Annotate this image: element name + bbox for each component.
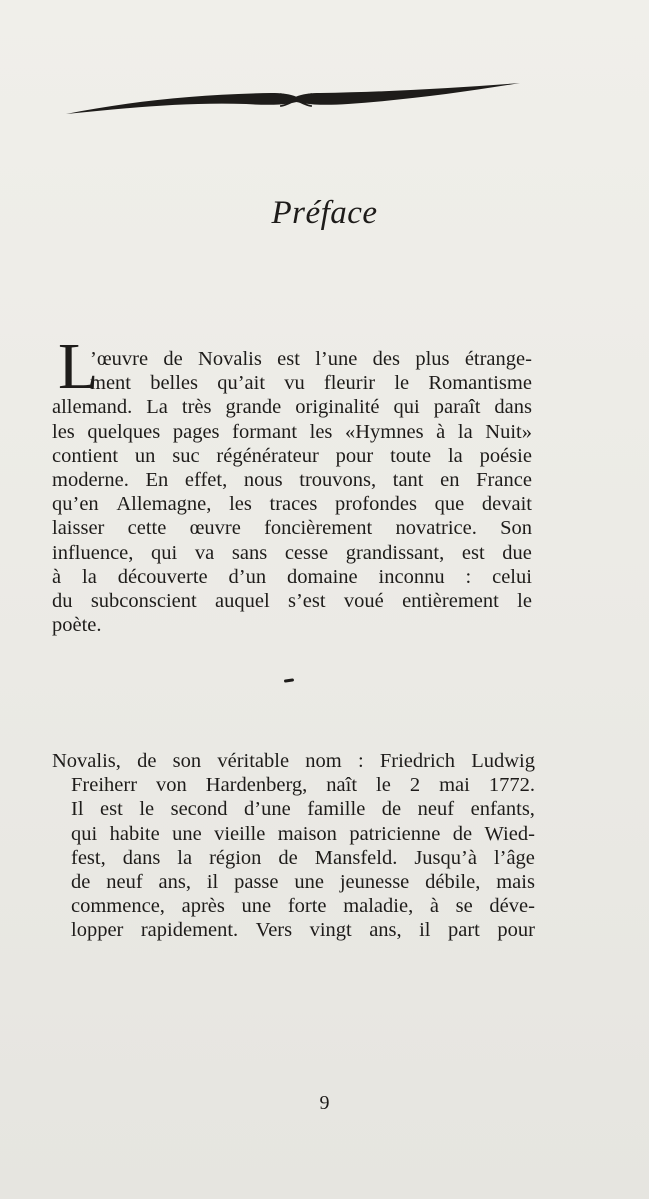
word: moderne. xyxy=(52,468,129,491)
word: Novalis, xyxy=(52,750,121,772)
word: poète. xyxy=(52,614,102,637)
word: son xyxy=(172,750,202,772)
word: entièrement xyxy=(402,589,499,612)
paragraph-biography xyxy=(52,749,535,943)
word: en xyxy=(440,468,460,491)
word: Allemagne, xyxy=(116,493,212,516)
word: la xyxy=(457,420,473,443)
word: cesse xyxy=(284,541,329,564)
word: le xyxy=(394,372,410,395)
ornament-right-swash xyxy=(290,83,520,105)
word: à xyxy=(436,420,446,443)
text-line xyxy=(52,846,535,870)
word: jeunesse xyxy=(339,870,410,893)
word: belles xyxy=(150,372,199,395)
word: patricienne xyxy=(349,822,441,845)
word: la xyxy=(82,565,97,588)
word: domaine xyxy=(287,565,358,588)
text-line xyxy=(52,894,535,918)
word: il xyxy=(206,870,219,893)
word: se xyxy=(455,895,473,918)
word: de xyxy=(381,798,402,821)
word: mai xyxy=(439,774,470,797)
word: les xyxy=(52,420,75,443)
word: l’une xyxy=(315,348,358,370)
word: trouvons, xyxy=(299,468,377,491)
word: quelques xyxy=(87,420,161,443)
word: lopper xyxy=(71,919,124,942)
word: du xyxy=(52,589,73,612)
word: traces xyxy=(269,493,318,516)
word: très xyxy=(181,396,212,419)
ornamental-rule xyxy=(66,80,520,120)
text-line xyxy=(52,420,532,444)
word: Mansfeld. xyxy=(314,846,398,869)
word: commence, xyxy=(71,895,165,918)
word: rapidement. xyxy=(140,919,239,942)
word: l’âge xyxy=(493,846,535,869)
text-line xyxy=(52,347,532,371)
text-line xyxy=(52,870,535,894)
word: subconscient xyxy=(90,589,197,612)
word: de xyxy=(452,822,473,845)
word: «Hymnes xyxy=(345,420,424,443)
word: pour xyxy=(497,919,535,942)
word: von xyxy=(156,774,187,797)
word: celui xyxy=(492,565,532,588)
word: : xyxy=(465,565,472,588)
word: Wied- xyxy=(484,822,535,845)
word: Friedrich xyxy=(379,750,455,772)
word: qu’en xyxy=(52,493,99,516)
word: régénérateur xyxy=(216,444,319,467)
text-line xyxy=(52,492,532,516)
word: Hardenberg, xyxy=(205,774,308,797)
word: originalité xyxy=(295,396,380,419)
text-line xyxy=(52,749,535,773)
word: fleurir xyxy=(323,372,376,395)
word: 1772. xyxy=(488,774,535,797)
word: à xyxy=(429,895,439,918)
word: Freiherr xyxy=(71,774,138,797)
word: effet, xyxy=(184,468,228,491)
word: En xyxy=(145,468,169,491)
word: qu’ait xyxy=(217,372,266,395)
word: un xyxy=(134,444,156,467)
word: ans, xyxy=(369,919,402,942)
word: second xyxy=(170,798,228,821)
ornament-left-swash xyxy=(66,93,302,114)
text-line xyxy=(52,468,532,492)
word: naît xyxy=(326,774,358,797)
word: maladie, xyxy=(343,895,414,918)
word: grande xyxy=(225,396,282,419)
word: est xyxy=(461,541,485,564)
text-line xyxy=(52,822,535,846)
word: découverte xyxy=(117,565,208,588)
word: la xyxy=(177,846,193,869)
word: neuf xyxy=(417,798,455,821)
drop-cap: L xyxy=(58,330,99,403)
word: Il xyxy=(71,798,84,821)
word: d’un xyxy=(228,565,267,588)
text-line xyxy=(52,541,532,565)
word: poésie xyxy=(479,444,532,467)
word: est xyxy=(100,798,123,821)
text-line xyxy=(52,395,532,419)
word: Son xyxy=(500,517,532,540)
word: due xyxy=(502,541,532,564)
word: Ludwig xyxy=(471,750,535,772)
word: de xyxy=(163,348,183,370)
text-line xyxy=(52,589,532,613)
word: mais xyxy=(496,870,535,893)
word: habite xyxy=(109,822,160,845)
word: voué xyxy=(343,589,384,612)
section-separator xyxy=(284,678,294,682)
word: étrange- xyxy=(464,348,532,370)
word: maison xyxy=(277,822,337,845)
word: fest, xyxy=(71,846,106,869)
word: paraît xyxy=(433,396,481,419)
word: après xyxy=(181,895,225,918)
word: novatrice. xyxy=(395,517,477,540)
word: les xyxy=(309,420,333,443)
word: le xyxy=(376,774,391,797)
word: Nuit» xyxy=(485,420,532,443)
word: neuf xyxy=(106,870,143,893)
word: il xyxy=(419,919,431,942)
word: vu xyxy=(284,372,305,395)
word: déve- xyxy=(489,895,535,918)
page-number: 9 xyxy=(319,1092,330,1114)
word: 2 xyxy=(409,774,421,797)
word: vieille xyxy=(214,822,266,845)
word: forte xyxy=(287,895,327,918)
word: part xyxy=(447,919,480,942)
word: vingt xyxy=(309,919,352,942)
word: œuvre xyxy=(189,517,241,540)
word: va xyxy=(194,541,215,564)
word: ans, xyxy=(158,870,191,893)
word: passe xyxy=(234,870,279,893)
word: plus xyxy=(415,348,450,370)
word: la xyxy=(447,444,463,467)
word: famille xyxy=(307,798,366,821)
word: qui xyxy=(151,541,178,564)
word: inconnu xyxy=(378,565,445,588)
text-line xyxy=(52,797,535,821)
word: tant xyxy=(392,468,424,491)
word: nous xyxy=(243,468,283,491)
word: Vers xyxy=(255,919,293,942)
text-line xyxy=(52,371,532,395)
word: laisser xyxy=(52,517,105,540)
word: le xyxy=(139,798,155,821)
word: nom xyxy=(305,750,342,772)
text-line xyxy=(52,565,532,589)
word: de xyxy=(278,846,298,869)
word: région xyxy=(209,846,262,869)
word: : xyxy=(357,750,364,772)
word: pour xyxy=(335,444,374,467)
word: formant xyxy=(232,420,298,443)
word: que xyxy=(434,493,465,516)
text-line xyxy=(52,444,532,468)
word: enfants, xyxy=(470,798,535,821)
word: des xyxy=(372,348,400,370)
word: cette xyxy=(127,517,167,540)
word: ment xyxy=(90,372,131,395)
paragraph-intro xyxy=(52,347,532,637)
word: débile, xyxy=(425,870,481,893)
word: devait xyxy=(481,493,532,516)
text-line xyxy=(52,613,532,637)
word: allemand. xyxy=(52,396,133,419)
word: pages xyxy=(172,420,220,443)
word: Jusqu’à xyxy=(414,846,477,869)
word: à xyxy=(52,565,62,588)
word: qui xyxy=(393,396,420,419)
word: dans xyxy=(122,846,161,869)
word: les xyxy=(229,493,252,516)
word: grandissant, xyxy=(345,541,445,564)
word: influence, xyxy=(52,541,134,564)
word: de xyxy=(71,870,91,893)
word: ’œuvre xyxy=(90,348,149,370)
word: de xyxy=(137,750,157,772)
word: une xyxy=(241,895,272,918)
word: le xyxy=(517,589,532,612)
text-line xyxy=(52,516,532,540)
word: suc xyxy=(172,444,200,467)
word: auquel xyxy=(215,589,270,612)
text-line xyxy=(52,773,535,797)
word: est xyxy=(277,348,300,370)
word: dans xyxy=(494,396,532,419)
word: France xyxy=(476,468,532,491)
page-title: Préface xyxy=(271,195,378,231)
word: véritable xyxy=(217,750,290,772)
word: foncièrement xyxy=(264,517,373,540)
word: d’une xyxy=(244,798,291,821)
word: toute xyxy=(390,444,432,467)
word: La xyxy=(146,396,168,419)
word: s’est xyxy=(288,589,326,612)
word: une xyxy=(172,822,202,845)
text-line xyxy=(52,918,535,942)
word: profondes xyxy=(334,493,417,516)
word: sans xyxy=(231,541,268,564)
word: contient xyxy=(52,444,119,467)
word: Romantisme xyxy=(428,372,532,395)
word: qui xyxy=(71,822,98,845)
word: Novalis xyxy=(198,348,262,370)
word: une xyxy=(294,870,324,893)
